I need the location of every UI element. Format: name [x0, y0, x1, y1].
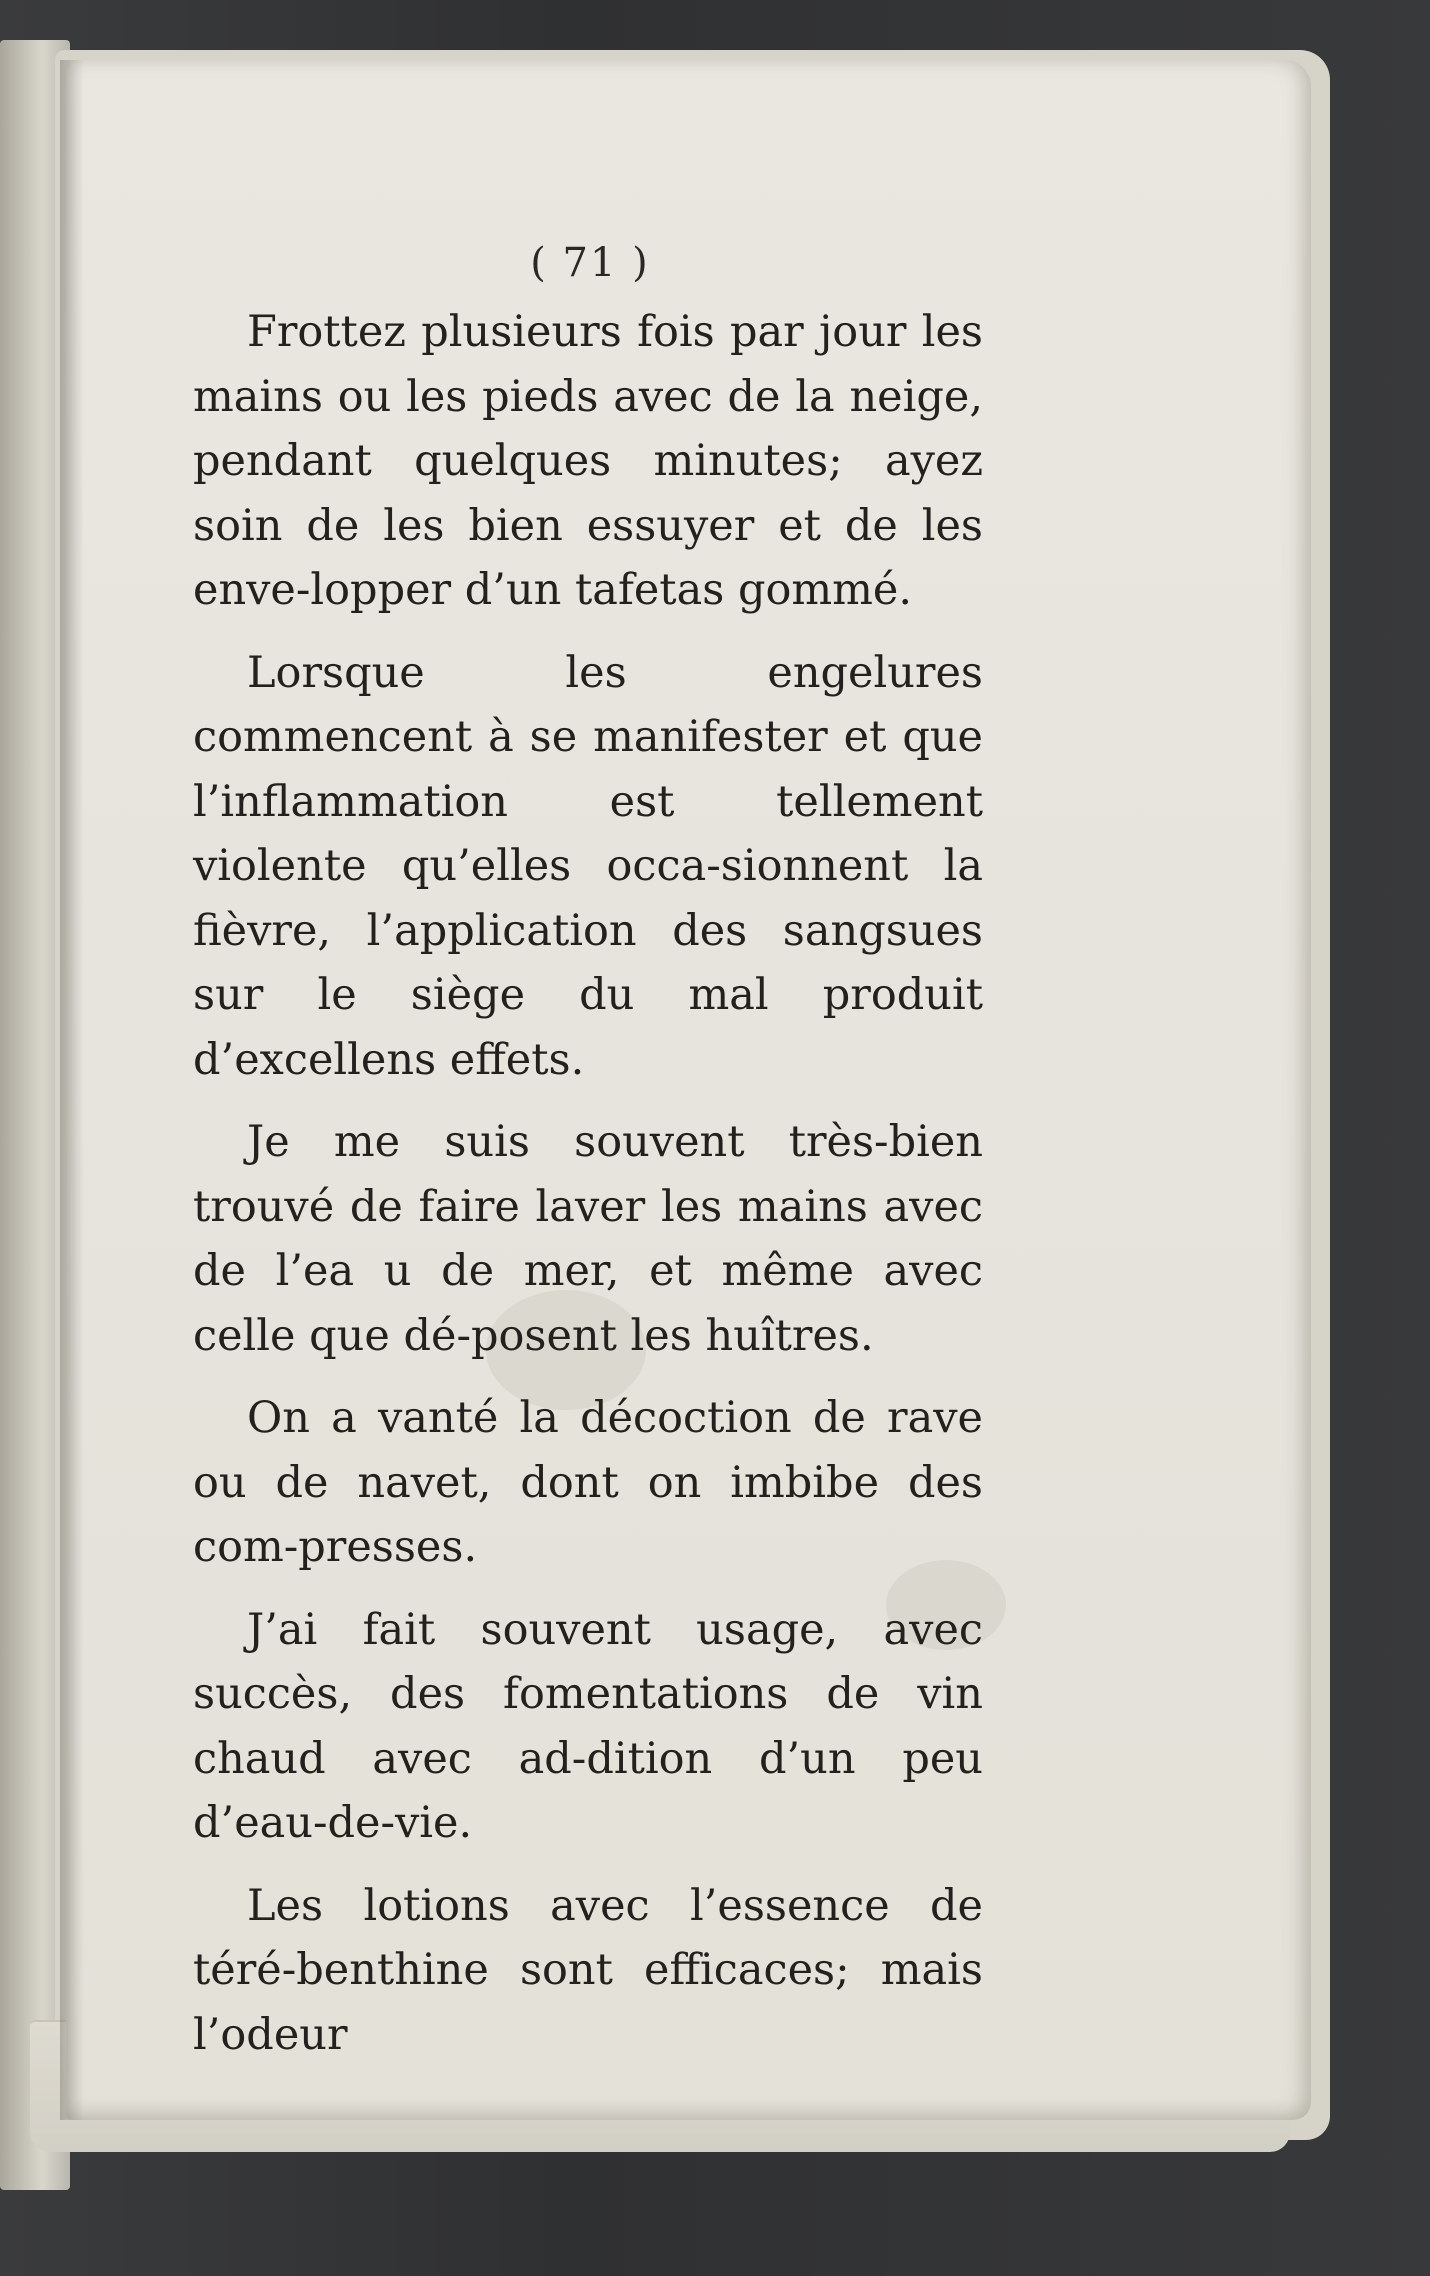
paragraph: Je me suis souvent très-bien trouvé de faire laver les mains avec de l’ea u de mer, et même avec celle que dé-posent les huîtres.	[193, 1117, 983, 1361]
gutter-shadow	[60, 60, 84, 2120]
page-number: ( 71 )	[530, 240, 650, 286]
paragraph: On a vanté la décoction de rave ou de navet, dont on imbibe des com-presses.	[193, 1393, 983, 1572]
paragraph: Lorsque les engelures commencent à se manifester et que l’inflammation est tellement violente qu’elles occa-sionnent la fièvre, l’application des sangsues sur le siège du mal produit d’excellens effets.	[193, 647, 983, 1085]
paragraph: Frottez plusieurs fois par jour les mains ou les pieds avec de la neige, pendant quelques minutes; ayez soin de les bien essuyer et de les enve-lopper d’un tafetas gommé.	[193, 307, 983, 615]
page-text	[193, 300, 983, 2085]
paragraph: J’ai fait souvent usage, avec succès, des fomentations de vin chaud avec ad-dition d’un peu d’eau-de-vie.	[193, 1604, 983, 1848]
paragraph: Les lotions avec l’essence de téré-benthine sont efficaces; mais l’odeur	[193, 1880, 983, 2060]
